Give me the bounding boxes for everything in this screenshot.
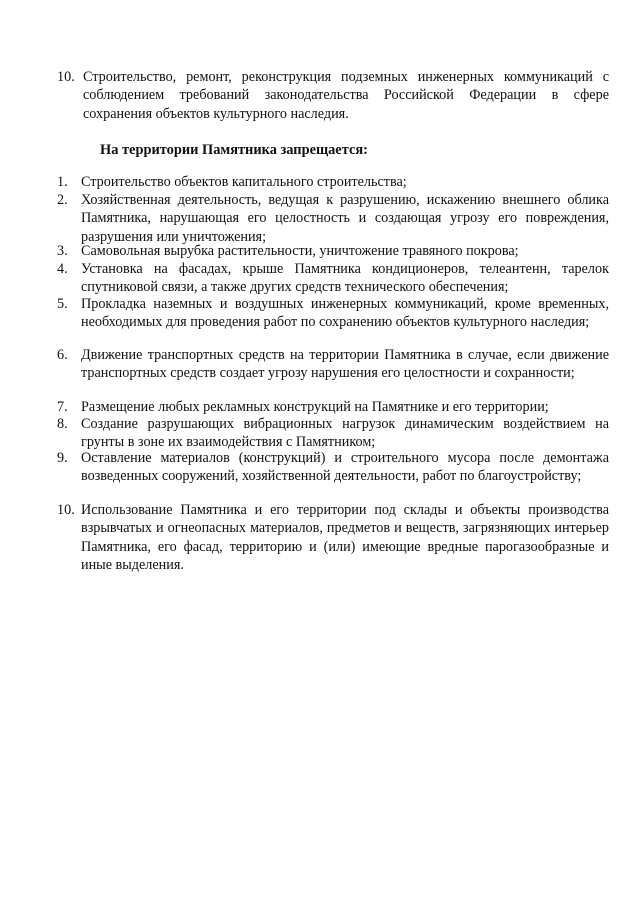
list-item-number: 3. — [57, 243, 68, 259]
prohibited-item — [57, 501, 609, 575]
prohibited-item — [57, 242, 609, 260]
list-item-text: Размещение любых рекламных конструкций на Памятнике и его территории; — [81, 399, 549, 415]
list-item-number: 2. — [57, 192, 68, 208]
list-item-text: Самовольная вырубка растительности, уничтожение травяного покрова; — [81, 243, 519, 259]
list-item-text: Строительство объектов капитального строительства; — [81, 174, 407, 190]
prohibited-item — [57, 260, 609, 297]
list-item-number: 1. — [57, 174, 68, 190]
list-item-number: 7. — [57, 399, 68, 415]
prohibited-item — [57, 415, 609, 452]
section-heading: На территории Памятника запрещается: — [100, 142, 368, 158]
prohibited-item — [57, 173, 609, 191]
list-item-number: 6. — [57, 347, 68, 363]
list-item-number: 10. — [57, 69, 75, 85]
list-item-text: Создание разрушающих вибрационных нагрузок динамическим воздействием на грунты в зоне их взаимодействия с Памятником; — [81, 416, 609, 451]
list-item-text: Движение транспортных средств на территории Памятника в случае, если движение транспортных средств создает угрозу нарушения его целостности и сохранности; — [81, 347, 609, 382]
list-item-number: 5. — [57, 296, 68, 312]
list-item-text: Использование Памятника и его территории под склады и объекты производства взрывчатых и огнеопасных материалов, предметов и веществ, загрязняющих интерьер Памятника, его фасад, территорию и (или) имеющие вредные парогазообразные и иные выделения. — [81, 502, 609, 574]
list-item-text: Хозяйственная деятельность, ведущая к разрушению, искажению внешнего облика Памятника, нарушающая его целостность и создающая угрозу его повреждения, разрушения или уничтожения; — [81, 192, 609, 245]
lead-list-item — [57, 68, 609, 123]
prohibited-item — [57, 191, 609, 246]
list-item-number: 8. — [57, 416, 68, 432]
list-item-text: Установка на фасадах, крыше Памятника кондиционеров, телеантенн, тарелок спутниковой связи, а также других средств технического обеспечения; — [81, 261, 609, 296]
list-item-number: 4. — [57, 261, 68, 277]
list-item-number: 10. — [57, 502, 75, 518]
prohibited-item — [57, 295, 609, 332]
prohibited-item — [57, 346, 609, 383]
list-item-text: Строительство, ремонт, реконструкция подземных инженерных коммуникаций с соблюдением требований законодательства Российской Федерации в сфере сохранения объектов культурного наследия. — [83, 69, 609, 122]
prohibited-item — [57, 449, 609, 486]
list-item-text: Прокладка наземных и воздушных инженерных коммуникаций, кроме временных, необходимых для проведения работ по сохранению объектов культурного наследия; — [81, 296, 609, 331]
list-item-number: 9. — [57, 450, 68, 466]
prohibited-item — [57, 398, 609, 416]
list-item-text: Оставление материалов (конструкций) и строительного мусора после демонтажа возведенных сооружений, хозяйственной деятельности, работ по благоустройству; — [81, 450, 609, 485]
